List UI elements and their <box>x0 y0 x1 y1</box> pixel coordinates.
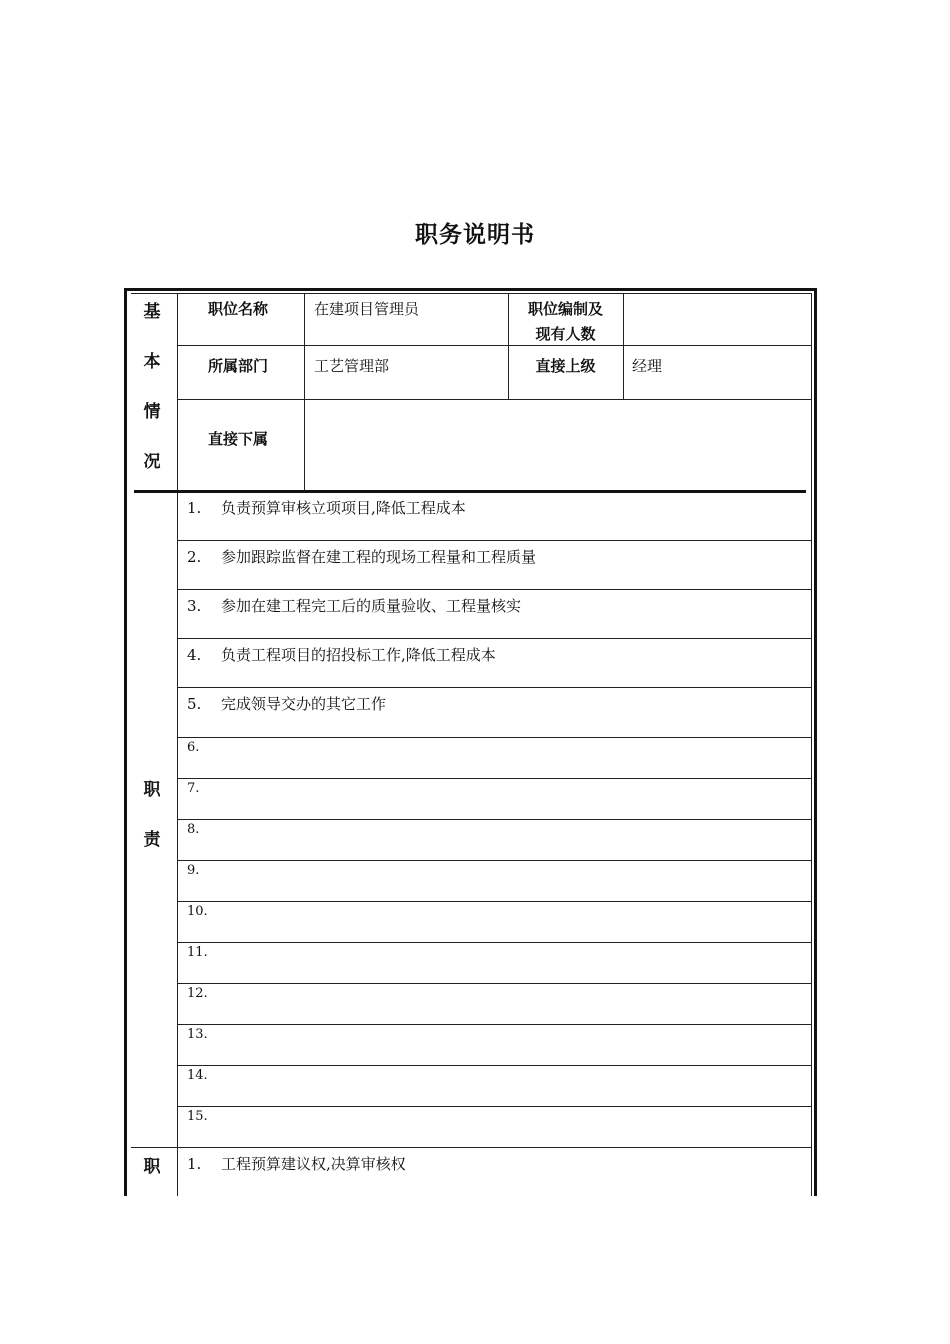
authority-item <box>187 1153 406 1174</box>
position-name-value: 在建项目管理员 <box>314 300 420 318</box>
duty-item <box>187 904 208 919</box>
duty-item <box>187 497 466 518</box>
table-border-right <box>814 288 817 1196</box>
authority-side-char: 职 <box>143 1157 161 1177</box>
duty-item-text: 完成领导交办的其它工作 <box>221 695 387 713</box>
duty-item-number: 9. <box>187 863 200 878</box>
duty-item-text: 负责工程项目的招投标工作,降低工程成本 <box>221 646 496 664</box>
document-title: 职务说明书 <box>415 222 535 248</box>
department-label: 所属部门 <box>208 357 269 375</box>
duty-item-number: 4. <box>187 646 202 664</box>
table-border-left <box>124 288 127 1196</box>
duty-item-text: 参加跟踪监督在建工程的现场工程量和工程质量 <box>221 548 537 566</box>
duty-item <box>187 693 386 714</box>
basic-side-char: 情 <box>143 402 161 422</box>
superior-value: 经理 <box>632 357 663 375</box>
duty-item-number: 8. <box>187 822 200 837</box>
duties-side-char: 职 <box>143 780 161 800</box>
headcount-label-line1: 职位编制及 <box>527 300 603 318</box>
basic-side-char: 基 <box>143 302 161 322</box>
duty-item-number: 15. <box>187 1109 208 1124</box>
duty-item-number: 1. <box>187 499 202 517</box>
duty-item <box>187 986 208 1001</box>
duty-item-number: 12. <box>187 986 208 1001</box>
section-divider <box>134 490 806 493</box>
duty-item <box>187 740 199 755</box>
duty-item-number: 3. <box>187 597 202 615</box>
side-column-divider <box>177 293 178 1196</box>
duty-item <box>187 595 521 616</box>
duty-item <box>187 1027 208 1042</box>
duty-item-number: 10. <box>187 904 208 919</box>
headcount-label-line2: 现有人数 <box>535 325 596 343</box>
duty-item-number: 11. <box>187 945 208 960</box>
duty-item <box>187 945 208 960</box>
duty-item <box>187 546 536 567</box>
duty-item <box>187 644 496 665</box>
duties-side-char: 责 <box>143 830 161 850</box>
duty-item-number: 14. <box>187 1068 208 1083</box>
duty-item <box>187 822 199 837</box>
duty-item <box>187 863 199 878</box>
authority-item-number: 1. <box>187 1155 202 1173</box>
duty-item-number: 5. <box>187 695 202 713</box>
authority-divider <box>131 1147 811 1148</box>
duty-item-number: 6. <box>187 740 200 755</box>
duty-item-number: 13. <box>187 1027 208 1042</box>
superior-label: 直接上级 <box>535 357 596 375</box>
basic-side-char: 本 <box>143 352 161 372</box>
duty-item <box>187 1068 208 1083</box>
department-value: 工艺管理部 <box>314 357 390 375</box>
duty-item <box>187 1109 208 1124</box>
duty-item-number: 2. <box>187 548 202 566</box>
authority-item-text: 工程预算建议权,决算审核权 <box>221 1155 406 1173</box>
duty-item-text: 负责预算审核立项项目,降低工程成本 <box>221 499 466 517</box>
table-border-top <box>124 288 817 291</box>
position-name-label: 职位名称 <box>208 300 269 318</box>
basic-side-char: 况 <box>143 452 161 472</box>
duty-item <box>187 781 199 796</box>
duty-item-number: 7. <box>187 781 200 796</box>
subordinate-label: 直接下属 <box>208 430 269 448</box>
duty-item-text: 参加在建工程完工后的质量验收、工程量核实 <box>221 597 522 615</box>
